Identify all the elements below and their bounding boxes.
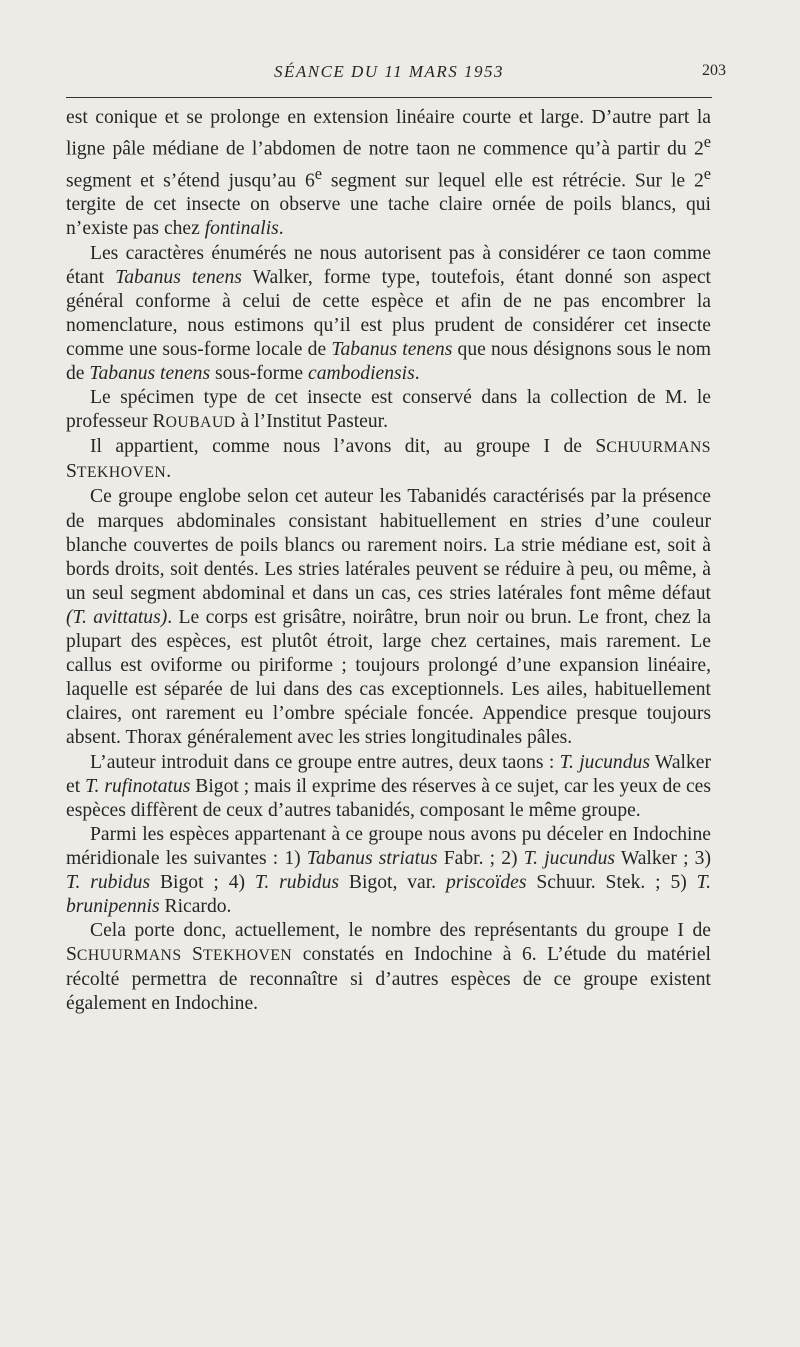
italic-text: Tabanus tenens [331, 338, 453, 360]
text-run: Schuur. Stek. ; 5) [526, 871, 697, 893]
running-head: SÉANCE DU 11 MARS 1953 [273, 62, 505, 81]
superscript: e [314, 163, 323, 183]
text-run: . [414, 363, 420, 384]
italic-text: T. jucundus [523, 847, 615, 869]
superscript: e [703, 163, 712, 183]
italic-text: Tabanus tenens [115, 266, 242, 288]
small-caps-text: CHUURMANS [76, 947, 182, 965]
small-caps-text: CHUURMANS [606, 439, 711, 457]
text-run: Ricardo. [159, 896, 232, 918]
italic-text: cambodiensis [308, 363, 415, 384]
text-run: Parmi les espèces appartenant à ce groupe nous avons pu déceler en Indochine méridionale les suivantes : 1) [66, 823, 711, 869]
body-text [66, 106, 711, 1017]
text-run: constatés en Indochine à 6. L’étude du matériel récolté permettra de reconnaître si d’autres espèces de ce groupe existent également en Indochine. [66, 944, 711, 1015]
italic-text: Tabanus tenens [89, 363, 211, 384]
text-run: Ce groupe englobe selon cet auteur les Tabanidés caractérisés par la présence de marques abdominales consistant habituellement en stries d’une couleur blanche couvertes de poils blancs ou rarement noirs. La strie médiane est, soit à bords droits, soit dentés. Les stries latérales peuvent se réduire à peu, ou même, à un seul segment abdominal et dans un cas, ces stries latérales font même défaut [66, 486, 711, 604]
text-run: Bigot ; mais il exprime des réserves à ce sujet, car les yeux de ces espèces diffèrent de ceux d’autres tabanidés, composant le même groupe. [66, 775, 711, 821]
paragraph [66, 919, 711, 1016]
text-run: Walker et [66, 751, 711, 797]
text-run: Walker ; 3) [615, 847, 711, 869]
text-run: segment et s’étend jusqu’au 6 [66, 170, 315, 192]
italic-text: Tabanus striatus [306, 847, 438, 869]
italic-text: T. brunipennis [66, 871, 712, 918]
italic-text: T. rufinotatus [85, 775, 191, 797]
text-run: Fabr. ; 2) [437, 847, 524, 869]
text-run: segment sur lequel elle est rétrécie. Sur le 2 [322, 170, 704, 192]
text-run: Il appartient, comme nous l’avons dit, au groupe I de S [90, 436, 607, 458]
text-run: . Le corps est grisâtre, noirâtre, brun noir ou brun. Le front, chez la plupart des espèces, est plutôt étroit, large chez certaines, mais rarement. Le callus est oviforme ou piriforme ; toujours prolongé d’une expansion linéaire, laquelle est séparée de lui dans des cas exceptionnels. Les ailes, habituellement claires, ont rarement eu l’ombre spéciale foncée. Appendice presque toujours absent. Thorax généralement avec les stries longitudinales pâles. [66, 606, 711, 749]
text-run: L’auteur introduit dans ce groupe entre autres, deux taons : [90, 751, 560, 773]
header-rule [66, 97, 712, 98]
text-run: est conique et se prolonge en extension linéaire courte et large. D’autre part la ligne pâle médiane de l’abdomen de notre taon ne commence qu’à partir du 2 [66, 107, 711, 160]
italic-text: T. rubidus [254, 871, 340, 893]
page-header [66, 62, 726, 92]
small-caps-text: OUBAUD [165, 414, 236, 432]
paragraph [66, 242, 711, 387]
paragraph [66, 386, 711, 435]
paragraph [66, 106, 711, 242]
italic-text: T. rubidus [66, 871, 151, 893]
text-run: Bigot, var. [339, 871, 446, 893]
italic-text: fontinalis [204, 218, 279, 240]
text-run: que nous désignons sous le nom de [66, 338, 711, 384]
text-run: S [66, 461, 77, 483]
text-run: Les caractères énumérés ne nous autorisent pas à considérer ce taon comme étant [66, 242, 711, 288]
text-run: . [166, 461, 172, 483]
superscript: e [703, 132, 711, 152]
text-run: Bigot ; 4) [150, 871, 255, 893]
page-number: 203 [702, 62, 726, 79]
text-run: . [278, 218, 284, 240]
small-caps-text: TEKHOVEN [76, 464, 167, 482]
text-run: Walker, forme type, toutefois, étant donné son aspect général conforme à celui de cette espèce et afin de ne pas encombrer la nomenclature, nous estimons qu’il est plus prudent de considérer cet insecte comme une sous-forme locale de [66, 266, 711, 360]
text-run: Le spécimen type de cet insecte est conservé dans la collection de M. le professeur R [66, 387, 711, 433]
text-run: S [181, 944, 203, 966]
paragraph [66, 435, 711, 485]
italic-text: T. jucundus [559, 751, 650, 773]
paragraph [66, 485, 711, 750]
text-run: sous-forme [210, 363, 309, 384]
paragraph [66, 751, 711, 823]
italic-text: priscoïdes [445, 871, 527, 893]
text-run: Cela porte donc, actuellement, le nombre des représentants du groupe I de S [66, 920, 711, 966]
paragraph [66, 823, 711, 919]
text-run: à l’Institut Pasteur. [235, 411, 389, 433]
italic-text: (T. avittatus) [66, 606, 168, 628]
small-caps-text: TEKHOVEN [202, 947, 293, 965]
text-run: tergite de cet insecte on observe une tache claire ornée de poils blancs, qui n’existe pas chez [66, 194, 711, 240]
